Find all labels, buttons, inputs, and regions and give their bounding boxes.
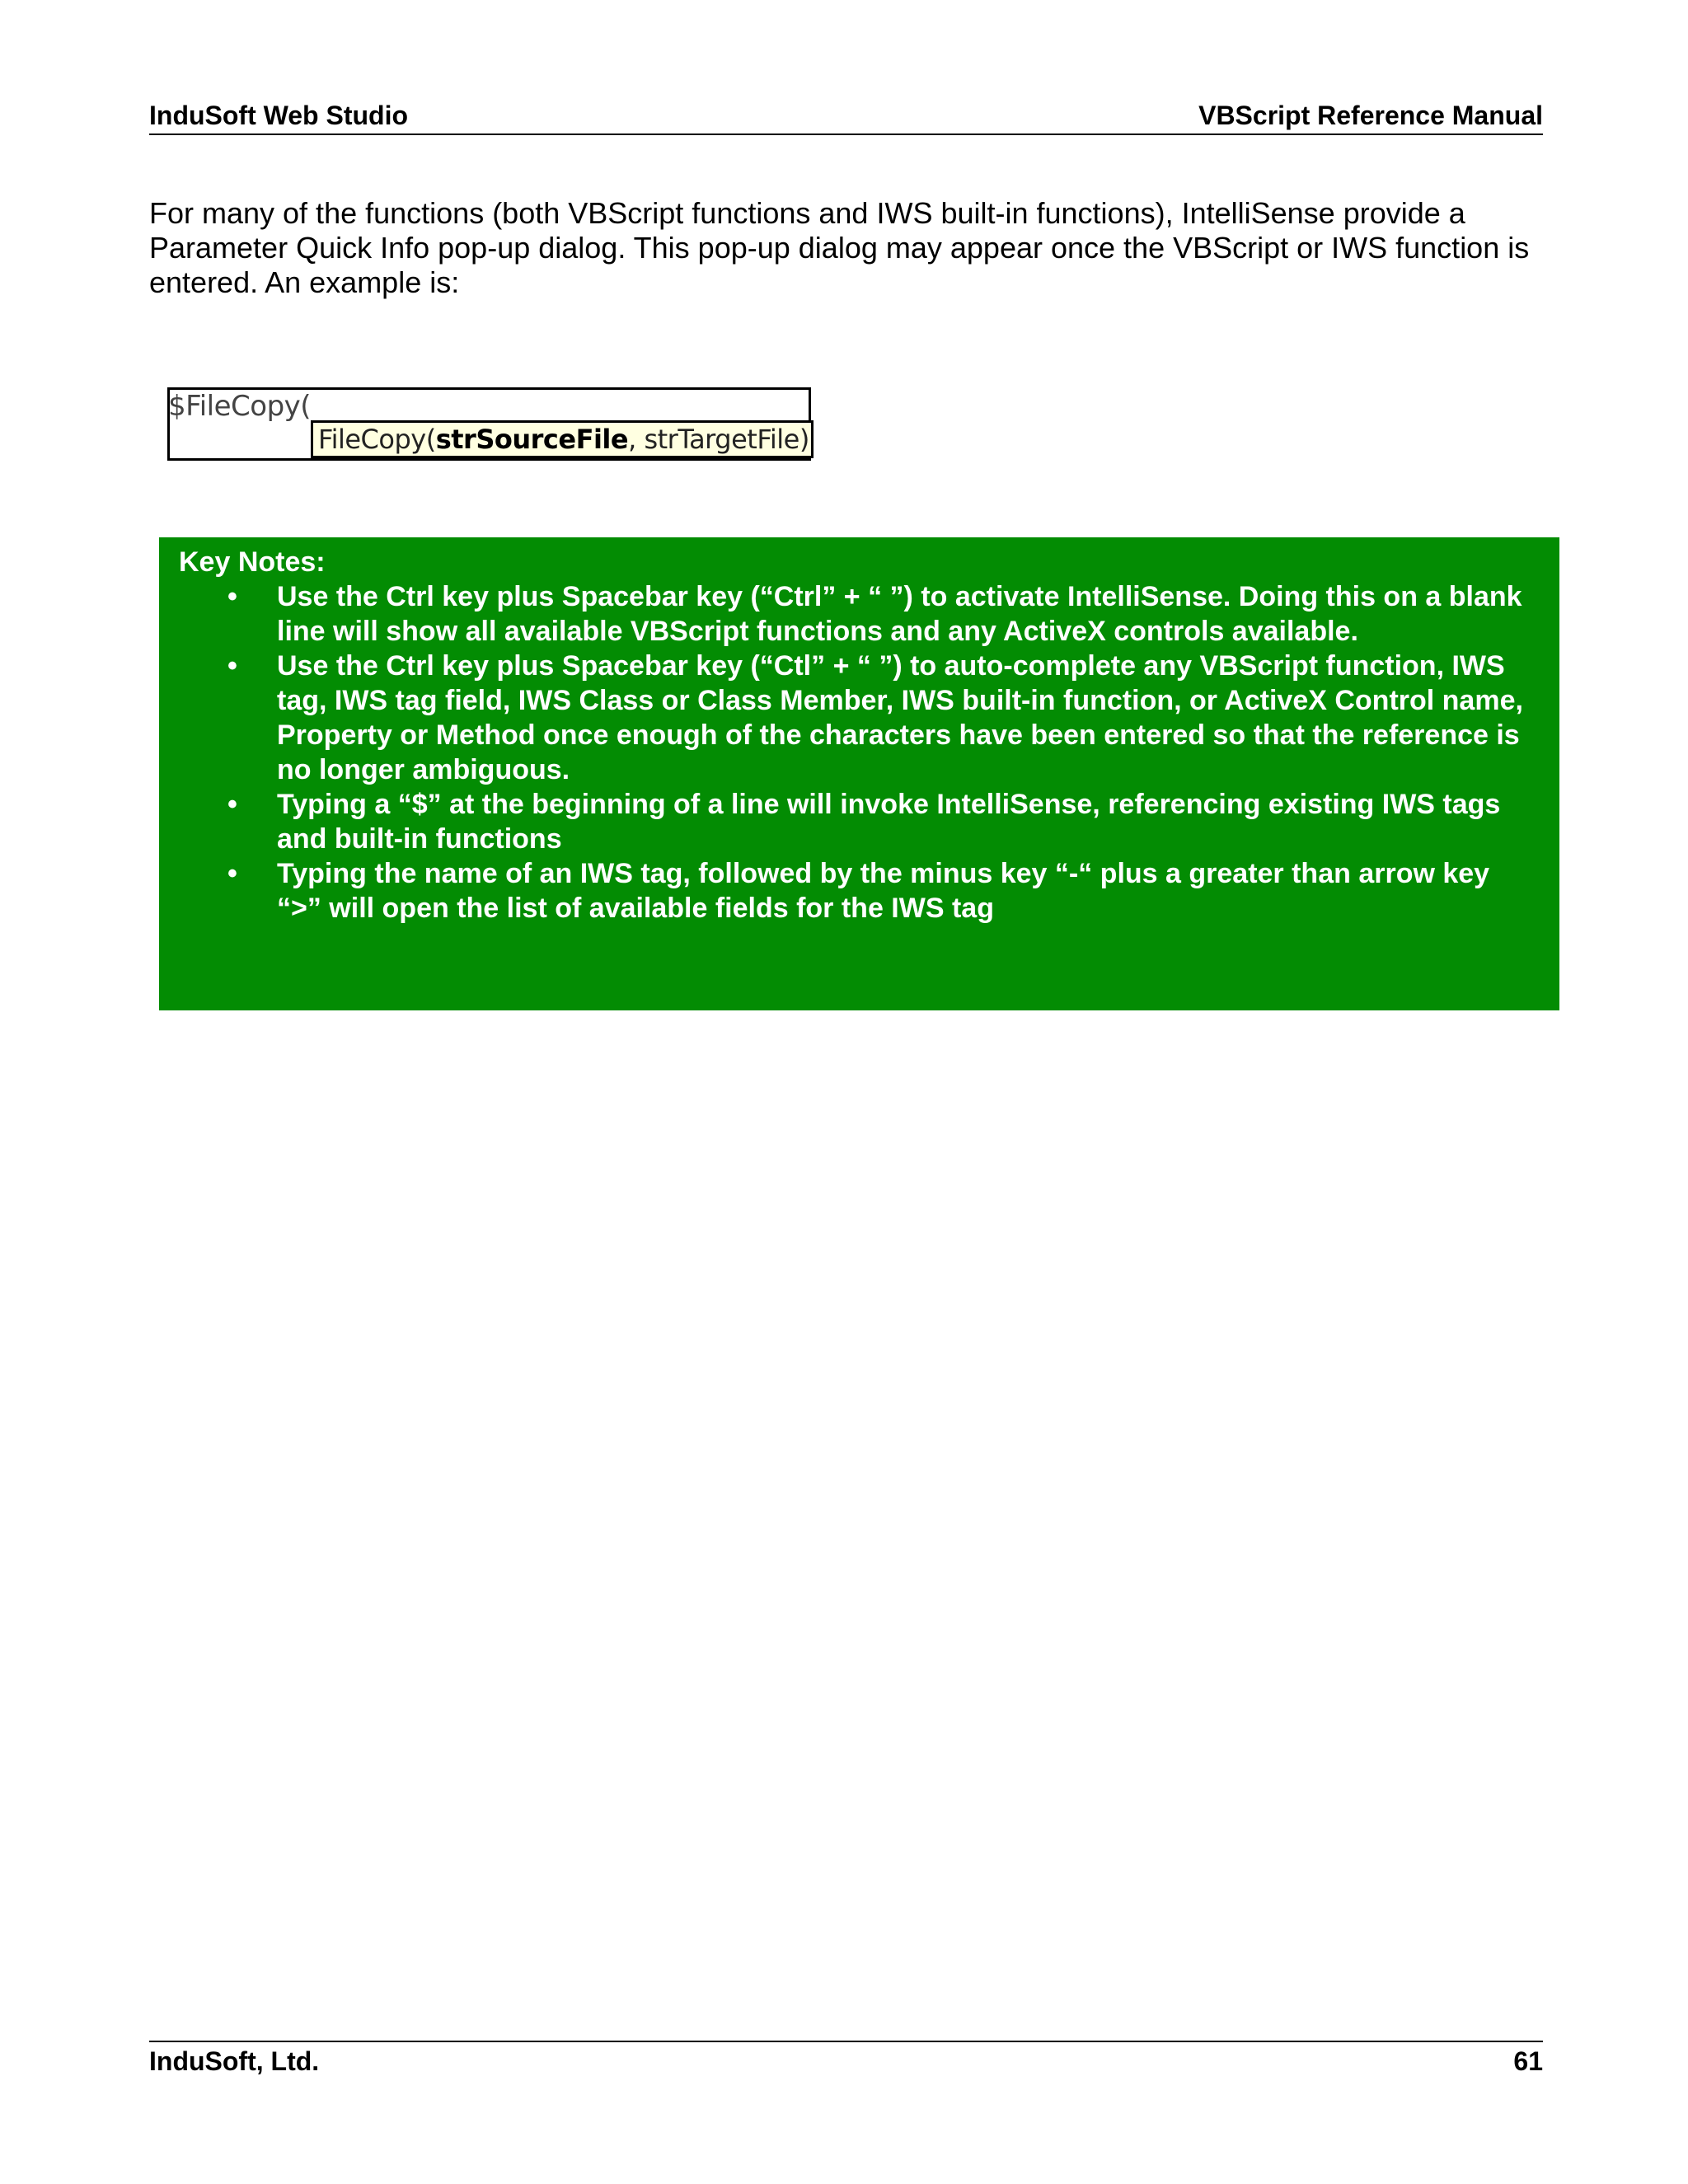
bullet-marker: • bbox=[227, 650, 237, 682]
page-footer bbox=[149, 2041, 1543, 2080]
tooltip-remaining-parameters: , strTargetFile) bbox=[628, 424, 809, 455]
header-manual-title: VBScript Reference Manual bbox=[1198, 101, 1543, 130]
typed-code-text: $FileCopy( bbox=[168, 390, 312, 423]
list-item-text: Use the Ctrl key plus Spacebar key (“Ctl” + “ ”) to auto-complete any VBScript function, IWS tag, IWS tag field, IWS Class or Class Member, IWS built-in function, or ActiveX Control name, Property or Method once enough of the characters have been entered so that the reference is no longer ambiguous. bbox=[277, 650, 1523, 785]
intro-paragraph: For many of the functions (both VBScript functions and IWS built-in functions), IntelliSense provide a Parameter Quick Info pop-up dialog. This pop-up dialog may appear once the VBScript or IWS function is entered. An example is: bbox=[149, 196, 1530, 299]
key-notes-title: Key Notes: bbox=[179, 546, 326, 578]
list-item bbox=[159, 787, 1559, 856]
list-item bbox=[159, 579, 1559, 649]
list-item bbox=[159, 649, 1559, 787]
header-product-name: InduSoft Web Studio bbox=[149, 101, 409, 130]
key-notes-box bbox=[159, 537, 1559, 1010]
intellisense-example-image bbox=[167, 387, 811, 461]
list-item bbox=[159, 856, 1559, 926]
bullet-marker: • bbox=[227, 789, 237, 820]
key-notes-list bbox=[159, 579, 1559, 926]
footer-company: InduSoft, Ltd. bbox=[149, 2046, 320, 2076]
tooltip-function-name: FileCopy( bbox=[318, 424, 436, 455]
tooltip-current-parameter: strSourceFile bbox=[435, 424, 629, 455]
bullet-marker: • bbox=[227, 858, 237, 889]
parameter-quick-info-tooltip bbox=[311, 420, 814, 458]
list-item-text: Typing the name of an IWS tag, followed by the minus key “-“ plus a greater than arrow key “>” will open the list of available fields for the IWS tag bbox=[277, 858, 1490, 924]
page-number: 61 bbox=[1513, 2046, 1543, 2076]
bullet-marker: • bbox=[227, 581, 237, 612]
list-item-text: Typing a “$” at the beginning of a line will invoke IntelliSense, referencing existing IWS tags and built-in functions bbox=[277, 789, 1501, 855]
page-header bbox=[149, 97, 1543, 135]
list-item-text: Use the Ctrl key plus Spacebar key (“Ctrl” + “ ”) to activate IntelliSense. Doing this on a blank line will show all available VBScript functions and any ActiveX controls available. bbox=[277, 581, 1522, 647]
